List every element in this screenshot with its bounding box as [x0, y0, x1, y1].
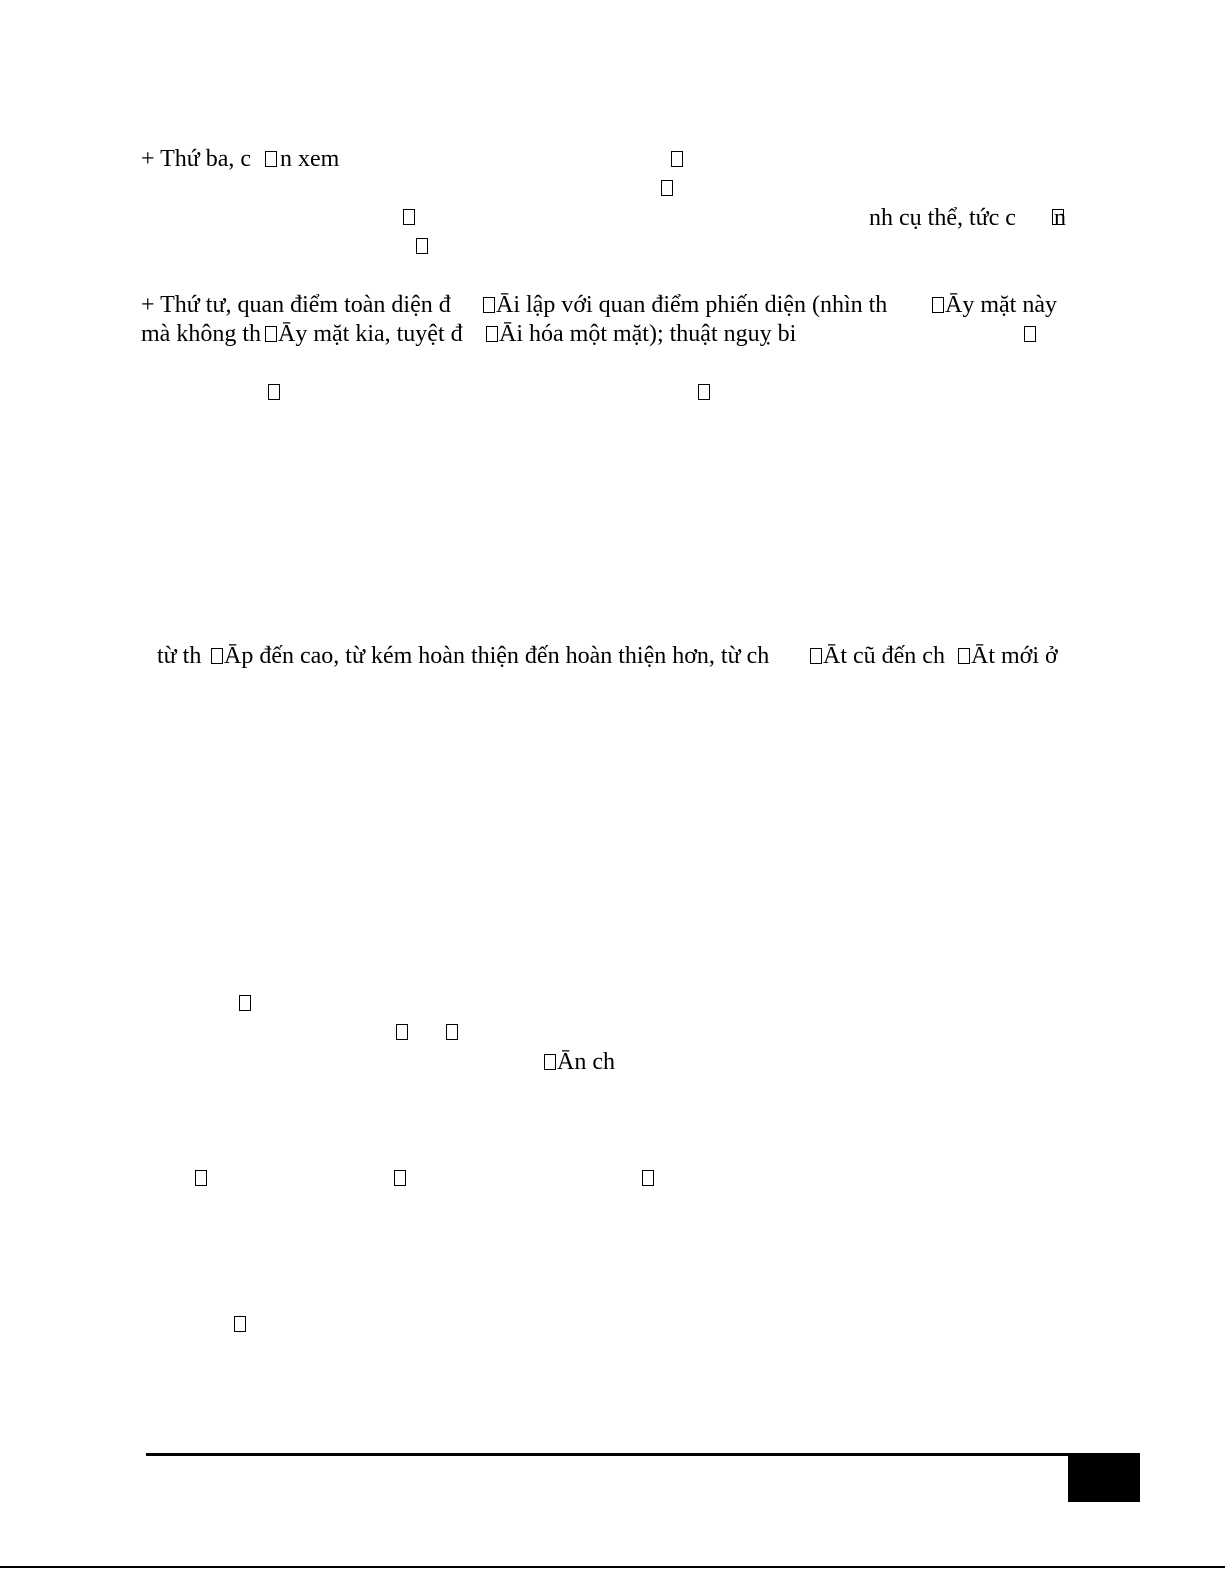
- page-bottom-edge: [0, 1566, 1225, 1568]
- missing-glyph-box: [416, 238, 428, 254]
- missing-glyph-box: [265, 326, 277, 342]
- text-line-5c: Āt cũ đến ch: [823, 643, 945, 669]
- text-line-3b: Āi lập với quan điểm phiến diện (nhìn th: [496, 292, 888, 318]
- text-line-5d: Āt mới ở: [971, 643, 1058, 669]
- missing-glyph-box: [958, 648, 970, 664]
- missing-glyph-box: [544, 1054, 556, 1070]
- missing-glyph-box: [268, 384, 280, 400]
- text-line-5a: từ th: [157, 643, 202, 669]
- missing-glyph-box: [661, 180, 673, 196]
- missing-glyph-box: [671, 151, 683, 167]
- text-line-1a: + Thứ ba, c: [141, 146, 252, 172]
- text-line-3a: + Thứ tư, quan điểm toàn diện đ: [141, 292, 451, 318]
- missing-glyph-box: [642, 1170, 654, 1186]
- missing-glyph-box: [446, 1024, 458, 1040]
- text-line-4a: mà không th: [141, 321, 261, 347]
- text-line-2a: nh cụ thể, tức c: [869, 205, 1016, 231]
- missing-glyph-box: [394, 1170, 406, 1186]
- text-line-6: Ān ch: [557, 1049, 615, 1075]
- text-line-5b: Āp đến cao, từ kém hoàn thiện đến hoàn thiện hơn, từ ch: [224, 643, 770, 669]
- missing-glyph-box: [698, 384, 710, 400]
- missing-glyph-box: [483, 297, 495, 313]
- missing-glyph-box: [265, 151, 277, 167]
- missing-glyph-box: [932, 297, 944, 313]
- footer-rule: [146, 1453, 1140, 1456]
- missing-glyph-box: [486, 326, 498, 342]
- missing-glyph-box: [1024, 326, 1036, 342]
- missing-glyph-box: [396, 1024, 408, 1040]
- text-line-4c: Āi hóa một mặt); thuật nguỵ bi: [499, 321, 797, 347]
- missing-glyph-box: [810, 648, 822, 664]
- missing-glyph-box: [195, 1170, 207, 1186]
- text-line-1b: n xem: [280, 146, 340, 172]
- text-line-2b: n: [1054, 205, 1066, 231]
- missing-glyph-box: [211, 648, 223, 664]
- text-line-4b: Āy mặt kia, tuyệt đ: [278, 321, 463, 347]
- page-number-block: [1068, 1454, 1140, 1502]
- missing-glyph-box: [234, 1316, 246, 1332]
- missing-glyph-box: [239, 995, 251, 1011]
- missing-glyph-box: [403, 209, 415, 225]
- text-line-3c: Āy mặt này: [945, 292, 1057, 318]
